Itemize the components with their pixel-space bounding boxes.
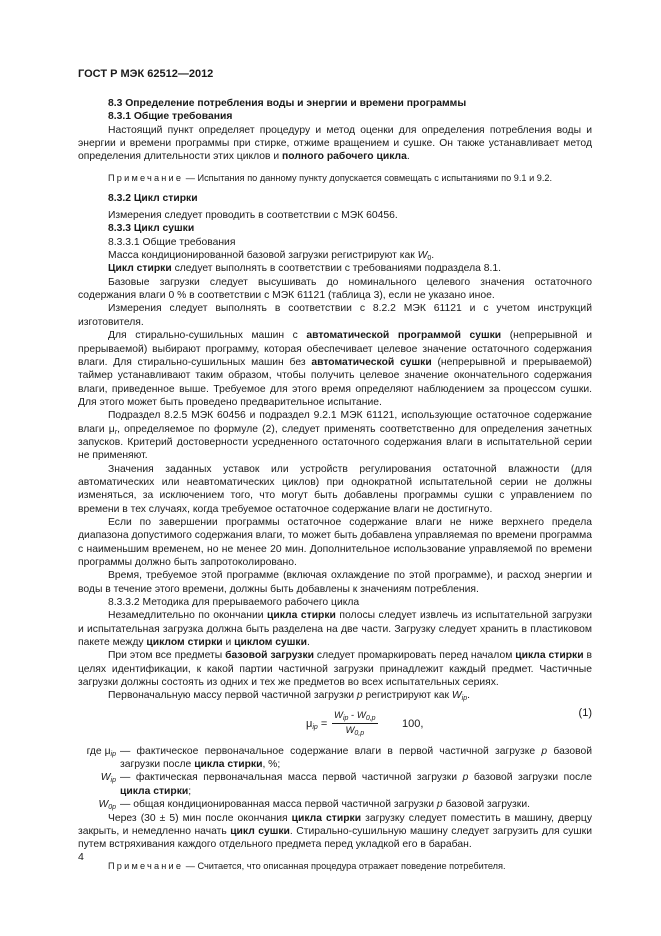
section-heading-8-3-2: 8.3.2 Цикл стирки xyxy=(108,192,198,204)
paragraph: Настоящий пункт определяет процедуру и метод оценки для определения потребления воды и энергии и времени программы при стирке, отжиме вращением и сушке. Он также устанавливает метод определения длительности этих циклов и полного рабочего цикла. xyxy=(78,124,592,163)
note: Примечание — Испытания по данному пункту допускается совмещать с испытаниями по 9.1 и 9.2. xyxy=(108,172,553,183)
paragraph: Подраздел 8.2.5 МЭК 60456 и подраздел 9.2.1 МЭК 61121, использующие остаточное содержание влаги $\mu_r$, определяемое по формуле (2), следует применять соответственно для определения зачетных запусков. Критерий достоверности усредненного остаточного содержания влаги в испытательной серии не применяют. xyxy=(78,410,592,462)
paragraph: Цикл стирки следует выполнять в соответствии с требованиями подраздела 8.1. xyxy=(108,263,502,275)
page-number: 4 xyxy=(78,851,84,863)
paragraph: Масса кондиционированной базовой загрузки регистрируют как $W_0$. xyxy=(108,250,435,263)
formula-multiplier: 100, xyxy=(402,717,424,730)
section-heading-8-3-1: 8.3.1 Общие требования xyxy=(108,111,233,123)
formula-lhs: $\mu_{ip}$ = xyxy=(306,717,328,731)
paragraph: Незамедлительно по окончании цикла стирки полосы следует извлечь из испытательной загрузки и испытательная загрузка должна быть разделена на две части. Загрузку следует хранить в пластиковом пакете между циклом стирки и циклом сушки. xyxy=(78,610,593,649)
formula-denominator: $W_{0,p}$ xyxy=(345,724,365,737)
definition-mu-ip xyxy=(78,745,592,772)
paragraph: Время, требуемое этой программе (включая охлаждение по этой программе), и расход энергии и воды в течение этого времени, должны быть добавлены к значениям потребления. xyxy=(78,570,592,595)
paragraph: Значения заданных уставок или устройств регулирования остаточной влажности (для автоматических или неавтоматических циклов) при однократной испытательной серии не должны изменяться, за исключением того, что могут быть добавлены программы сушки с управлением по времени в тех случаях, когда требуемое остаточное содержание влаги не достигнуто. xyxy=(78,463,592,515)
formula-1 xyxy=(78,705,592,741)
definition-term: $W_{0p}$ xyxy=(98,799,116,812)
definition-w-ip xyxy=(78,771,592,798)
subsection-heading-8-3-3-1: 8.3.3.1 Общие требования xyxy=(108,236,236,248)
paragraph: Измерения следует проводить в соответствии с МЭК 60456. xyxy=(108,210,398,222)
note: Примечание — Считается, что описанная процедура отражает поведение потребителя. xyxy=(108,860,506,871)
paragraph: Если по завершении программы остаточное содержание влаги не ниже верхнего предела диапазона допустимого содержания влаги, то может быть добавлена управляемая по времени программа с наименьшим временем, но не менее 20 мин. Дополнительное использование управляемой по времени программы должно быть запротоколировано. xyxy=(78,516,593,568)
definition-text: — фактическое первоначальное содержание влаги в первой частичной загрузке p базовой загрузки после цикла стирки, %; xyxy=(120,745,592,771)
section-heading-8-3: 8.3 Определение потребления воды и энергии и времени программы xyxy=(108,98,467,109)
formula-numerator: $W_{ip} - W_{0,p}$ xyxy=(334,709,376,722)
definition-term: где $\mu_{ip}$ xyxy=(86,745,116,758)
definition-text: — фактическая первоначальная масса первой частичной загрузки p базовой загрузки после цикла стирки; xyxy=(120,772,592,797)
document-body xyxy=(78,97,592,880)
paragraph: Для стирально-сушильных машин с автоматической программой сушки (непрерывной и прерываемой) выбирают программу, которая обеспечивает целевое значение остаточного содержания влаги. Для стирально-сушильных машин без автоматической сушки (непрерывной и прерываемой) таймер устанавливают таким образом, чтобы получить целевое значение окончательного содержания влаги, приведенное выше. Требуемое для этого время определяют наблюдением за процессом сушки. Для этого может быть проведено предварительное испытание. xyxy=(78,330,593,408)
paragraph: Через (30 ± 5) мин после окончания цикла стирки загрузку следует поместить в машину, дверцу закрыть, и немедленно начать цикл сушки. Стирально-сушильную машину следует загрузить для сушки путем встряхивания каждого отдельного предмета перед укладкой его в барабан. xyxy=(78,812,592,851)
formula-number: (1) xyxy=(578,706,592,719)
definition-w-0p xyxy=(78,798,592,811)
subsection-heading-8-3-3-2: 8.3.3.2 Методика для прерываемого рабочего цикла xyxy=(108,597,360,609)
definition-term: $W_{ip}$ xyxy=(100,772,116,785)
paragraph: Базовые загрузки следует высушивать до номинального целевого значения остаточного содержания влаги 0 % в соответствии с МЭК 61121 (таблица 3), если не указано иное. xyxy=(78,276,592,302)
formula-fraction xyxy=(332,709,378,738)
section-heading-8-3-3: 8.3.3 Цикл сушки xyxy=(108,223,195,235)
paragraph: Первоначальную массу первой частичной загрузки p регистрируют как $W_{ip}$. xyxy=(108,690,470,703)
definition-text: — общая кондиционированная масса первой частичной загрузки p базовой загрузки. xyxy=(120,799,530,811)
paragraph: Измерения следует выполнять в соответствии с 8.2.2 МЭК 61121 и с учетом инструкций изготовителя. xyxy=(78,303,592,328)
document-header: ГОСТ Р МЭК 62512—2012 xyxy=(78,68,214,80)
paragraph: При этом все предметы базовой загрузки следует промаркировать перед началом цикла стирки в целях идентификации, к какой партии частичной загрузки принадлежит каждый предмет. Частичные загрузки должны состоять из одних и тех же предметов во всех испытательных сериях. xyxy=(78,650,592,689)
